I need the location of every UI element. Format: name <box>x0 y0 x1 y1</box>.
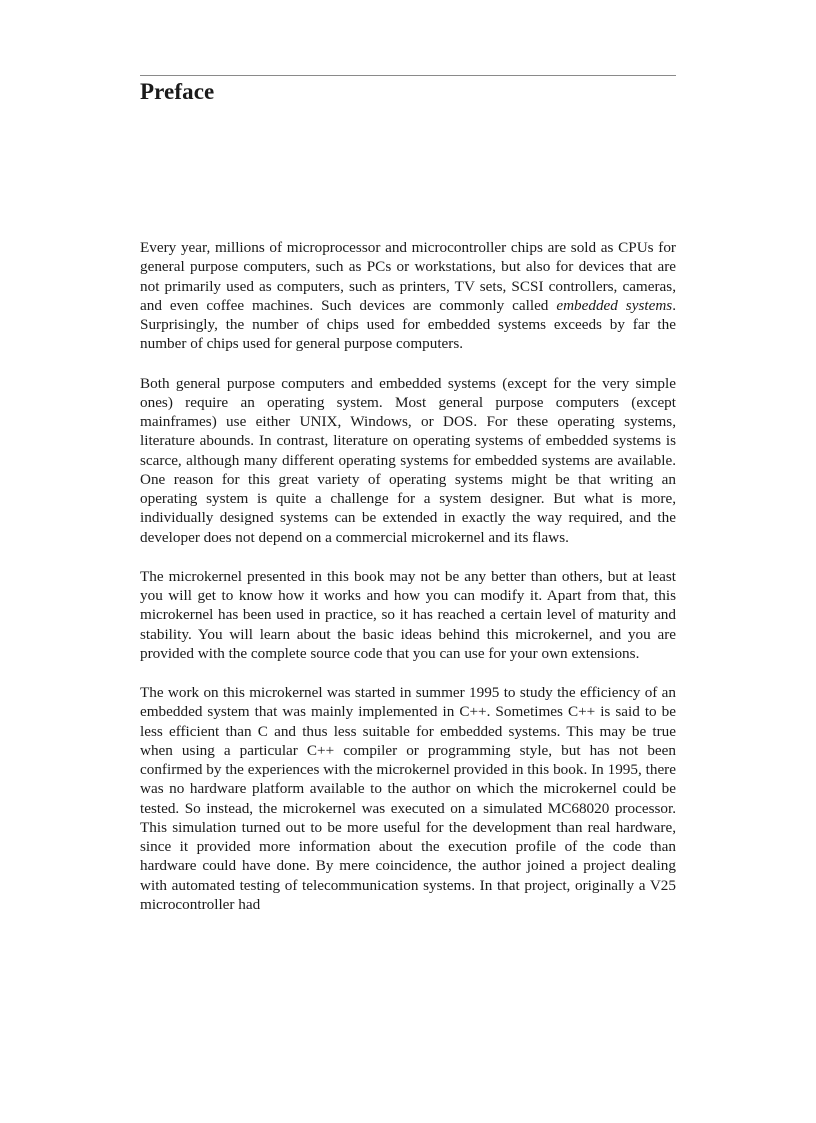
paragraph-4: The work on this microkernel was started in summer 1995 to study the efficiency of an embedded system that was mainly implemented in C++. Sometimes C++ is said to be less efficient than C and thus less suitable for embedded systems. This may be true when using a particular C++ compiler or programming style, but has not been confirmed by the experiences with the microkernel provided in this book. In 1995, there was no hardware platform available to the author on which the microkernel could be tested. So instead, the microkernel was executed on a simulated MC68020 processor. This simulation turned out to be more useful for the development than real hardware, since it provided more information about the execution profile of the code than hardware could have done. By mere coincidence, the author joined a project dealing with automated testing of telecommunication systems. In that project, originally a V25 microcontroller had <box>140 684 676 913</box>
paragraph-3: The microkernel presented in this book may not be any better than others, but at least you will get to know how it works and how you can modify it. Apart from that, this microkernel has been used in practice, so it has reached a certain level of maturity and stability. You will learn about the basic ideas behind this microkernel, and you are provided with the complete source code that you can use for your own extensions. <box>140 567 676 662</box>
header-rule <box>140 75 676 76</box>
body-text <box>140 238 676 934</box>
paragraph-2: Both general purpose computers and embedded systems (except for the very simple ones) require an operating system. Most general purpose computers (except mainframes) use either UNIX, Windows, or DOS. For these operating systems, literature abounds. In contrast, literature on operating systems of embedded systems is scarce, although many different operating systems for embedded systems are available. One reason for this great variety of operating systems might be that writing an operating system is quite a challenge for a system designer. But what is more, individually designed systems can be extended in exactly the way required, and the developer does not depend on a commercial microkernel and its flaws. <box>140 374 676 546</box>
paragraph-1-emphasis: embedded systems <box>556 296 673 314</box>
paragraph-1-before: Every year, millions of microprocessor and microcontroller chips are sold as CPUs for general purpose computers, such as PCs or workstations, but also for devices that are not primarily used as computers, such as printers, TV sets, SCSI controllers, cameras, and even coffee machines. Such devices are commonly called <box>140 239 676 314</box>
page-title: Preface <box>140 79 215 104</box>
paragraph-1-after: . Surprisingly, the number of chips used for embedded systems exceeds by far the number of chips used for general purpose computers. <box>140 296 677 353</box>
paragraph-1 <box>140 238 676 354</box>
